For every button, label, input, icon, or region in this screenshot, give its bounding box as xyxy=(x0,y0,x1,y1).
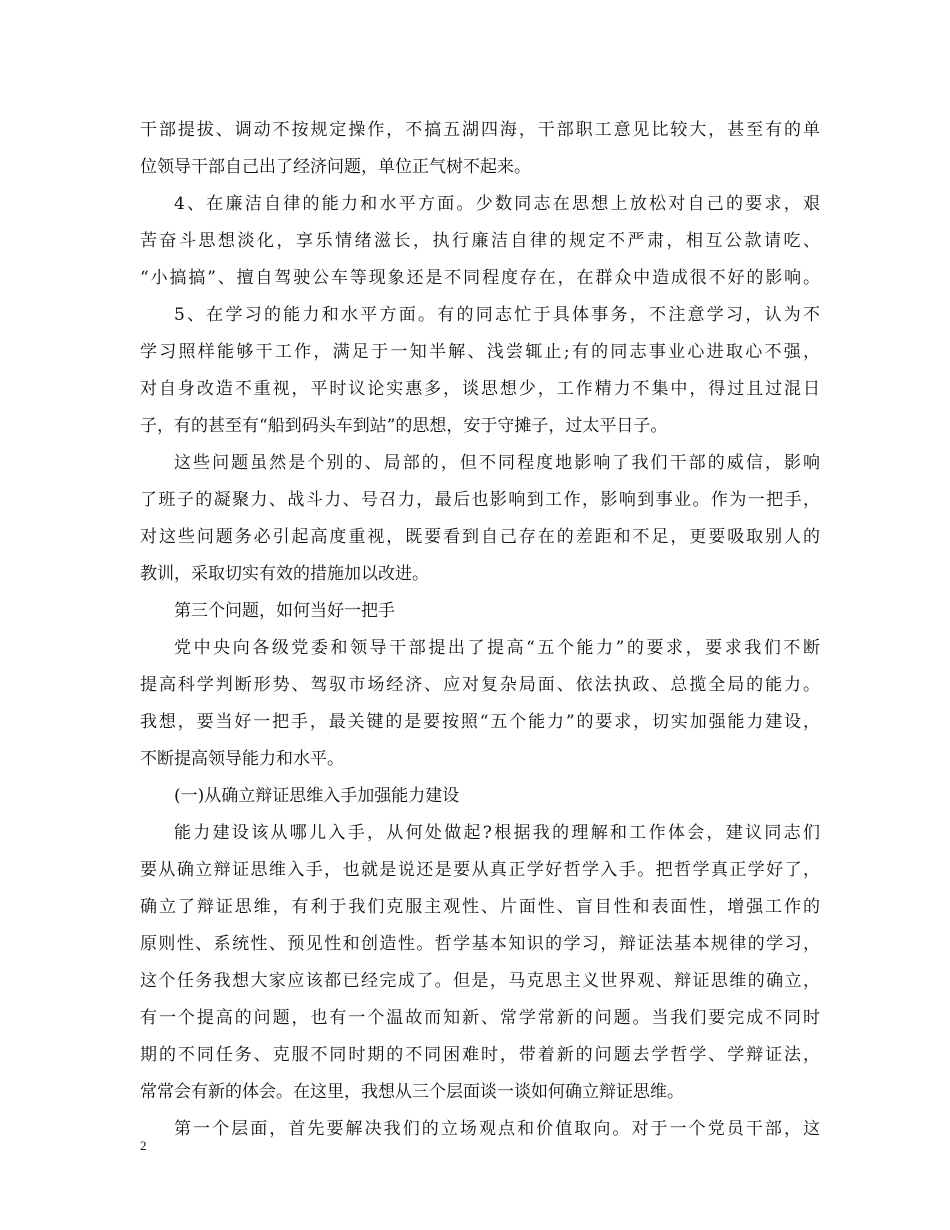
text-line: 原则性、系统性、预见性和创造性。哲学基本知识的学习，辩证法基本规律的学习， xyxy=(140,934,820,954)
text-line: 教训，采取切实有效的措施加以改进。 xyxy=(140,564,429,584)
text-line: 能力建设该从哪儿入手，从何处做起?根据我的理解和工作体会，建议同志们 xyxy=(174,823,820,843)
text-line: 对这些问题务必引起高度重视，既要看到自己存在的差距和不足，更要吸取别人的 xyxy=(140,527,820,547)
text-line: 学习照样能够干工作，满足于一知半解、浅尝辄止;有的同志事业心进取心不强， xyxy=(140,342,820,362)
text-line: 第一个层面，首先要解决我们的立场观点和价值取向。对于一个党员干部，这 xyxy=(174,1119,820,1139)
text-line: 这个任务我想大家应该都已经完成了。但是，马克思主义世界观、辩证思维的确立， xyxy=(140,971,820,991)
text-line: 4、在廉洁自律的能力和水平方面。少数同志在思想上放松对自己的要求，艰 xyxy=(174,194,820,214)
text-line: 对自身改造不重视，平时议论实惠多，谈思想少，工作精力不集中，得过且过混日 xyxy=(140,379,820,399)
section-heading: 第三个问题，如何当好一把手 xyxy=(174,601,395,621)
text-line: 子，有的甚至有“船到码头车到站”的思想，安于守摊子，过太平日子。 xyxy=(140,416,668,436)
text-line: 确立了辩证思维，有利于我们克服主观性、片面性、盲目性和表面性，增强工作的 xyxy=(140,897,820,917)
text-line: 不断提高领导能力和水平。 xyxy=(140,749,344,769)
text-line: 提高科学判断形势、驾驭市场经济、应对复杂局面、依法执政、总揽全局的能力。 xyxy=(140,675,820,695)
subsection-heading: (一)从确立辩证思维入手加强能力建设 xyxy=(174,786,460,806)
text-line: 常常会有新的体会。在这里，我想从三个层面谈一谈如何确立辩证思维。 xyxy=(140,1082,684,1102)
text-line: 党中央向各级党委和领导干部提出了提高“五个能力”的要求，要求我们不断 xyxy=(174,638,820,658)
text-line: 5、在学习的能力和水平方面。有的同志忙于具体事务，不注意学习，认为不 xyxy=(174,305,820,325)
text-line: 期的不同任务、克服不同时期的不同困难时，带着新的问题去学哲学、学辩证法， xyxy=(140,1045,820,1065)
text-line: 位领导干部自己出了经济问题，单位正气树不起来。 xyxy=(140,157,531,177)
text-line: “小搞搞”、擅自驾驶公车等现象还是不同程度存在，在群众中造成很不好的影响。 xyxy=(140,268,820,288)
text-line: 苦奋斗思想淡化，享乐情绪滋长，执行廉洁自律的规定不严肃，相互公款请吃、 xyxy=(140,231,820,251)
text-line: 这些问题虽然是个别的、局部的，但不同程度地影响了我们干部的威信，影响 xyxy=(174,453,820,473)
text-line: 了班子的凝聚力、战斗力、号召力，最后也影响到工作，影响到事业。作为一把手， xyxy=(140,490,820,510)
page-number: 2 xyxy=(140,1138,147,1153)
text-line: 干部提拔、调动不按规定操作，不搞五湖四海，干部职工意见比较大，甚至有的单 xyxy=(140,120,820,140)
text-line: 我想，要当好一把手，最关键的是要按照“五个能力”的要求，切实加强能力建设， xyxy=(140,712,820,732)
text-line: 有一个提高的问题，也有一个温故而知新、常学常新的问题。当我们要完成不同时 xyxy=(140,1008,820,1028)
text-line: 要从确立辩证思维入手，也就是说还是要从真正学好哲学入手。把哲学真正学好了， xyxy=(140,860,820,880)
